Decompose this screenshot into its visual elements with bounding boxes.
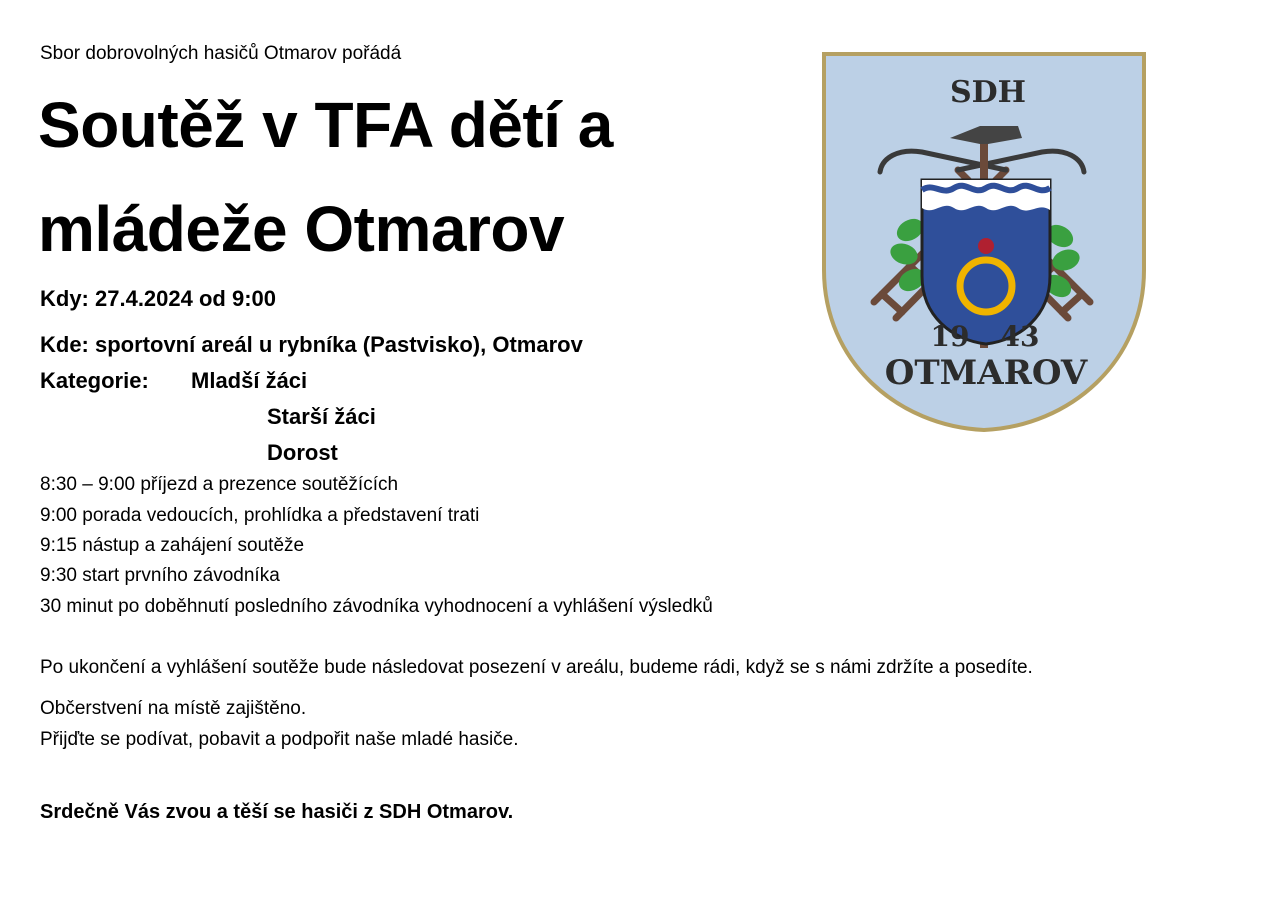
info-paragraph: Občerstvení na místě zajištěno.: [40, 698, 307, 719]
emblem-year-right: 43: [1000, 320, 1040, 353]
info-paragraph: Po ukončení a vyhlášení soutěže bude následovat posezení v areálu, budeme rádi, když se s námi zdržíte a posedíte.: [40, 657, 1033, 678]
categories-label: Kategorie:: [40, 368, 149, 393]
category-item: Mladší žáci: [191, 368, 308, 393]
event-location: Kde: sportovní areál u rybníka (Pastvisko), Otmarov: [40, 332, 583, 357]
schedule-item: 9:15 nástup a zahájení soutěže: [40, 535, 305, 556]
gem-icon: [978, 238, 994, 254]
schedule-item: 30 minut po doběhnutí posledního závodníka vyhodnocení a vyhlášení výsledků: [40, 596, 713, 617]
event-title-line-1: Soutěž v TFA dětí a: [38, 89, 613, 161]
info-paragraph: Přijďte se podívat, pobavit a podpořit naše mladé hasiče.: [40, 729, 519, 750]
emblem-year-left: 19: [930, 320, 970, 353]
schedule-item: 9:00 porada vedoucích, prohlídka a představení trati: [40, 505, 480, 526]
emblem-bottom-text: OTMAROV: [884, 353, 1088, 393]
emblem-top-text: SDH: [949, 75, 1027, 110]
category-item: Starší žáci: [267, 404, 376, 429]
schedule-item: 8:30 – 9:00 příjezd a prezence soutěžících: [40, 474, 399, 495]
organizer-line: Sbor dobrovolných hasičů Otmarov pořádá: [40, 43, 402, 64]
closing-invitation: Srdečně Vás zvou a těší se hasiči z SDH Otmarov.: [40, 801, 514, 823]
event-date: Kdy: 27.4.2024 od 9:00: [40, 286, 277, 311]
sdh-otmarov-emblem: [810, 40, 1154, 434]
event-title-line-2: mládeže Otmarov: [38, 193, 565, 265]
schedule-item: 9:30 start prvního závodníka: [40, 565, 280, 586]
category-item: Dorost: [267, 440, 338, 465]
